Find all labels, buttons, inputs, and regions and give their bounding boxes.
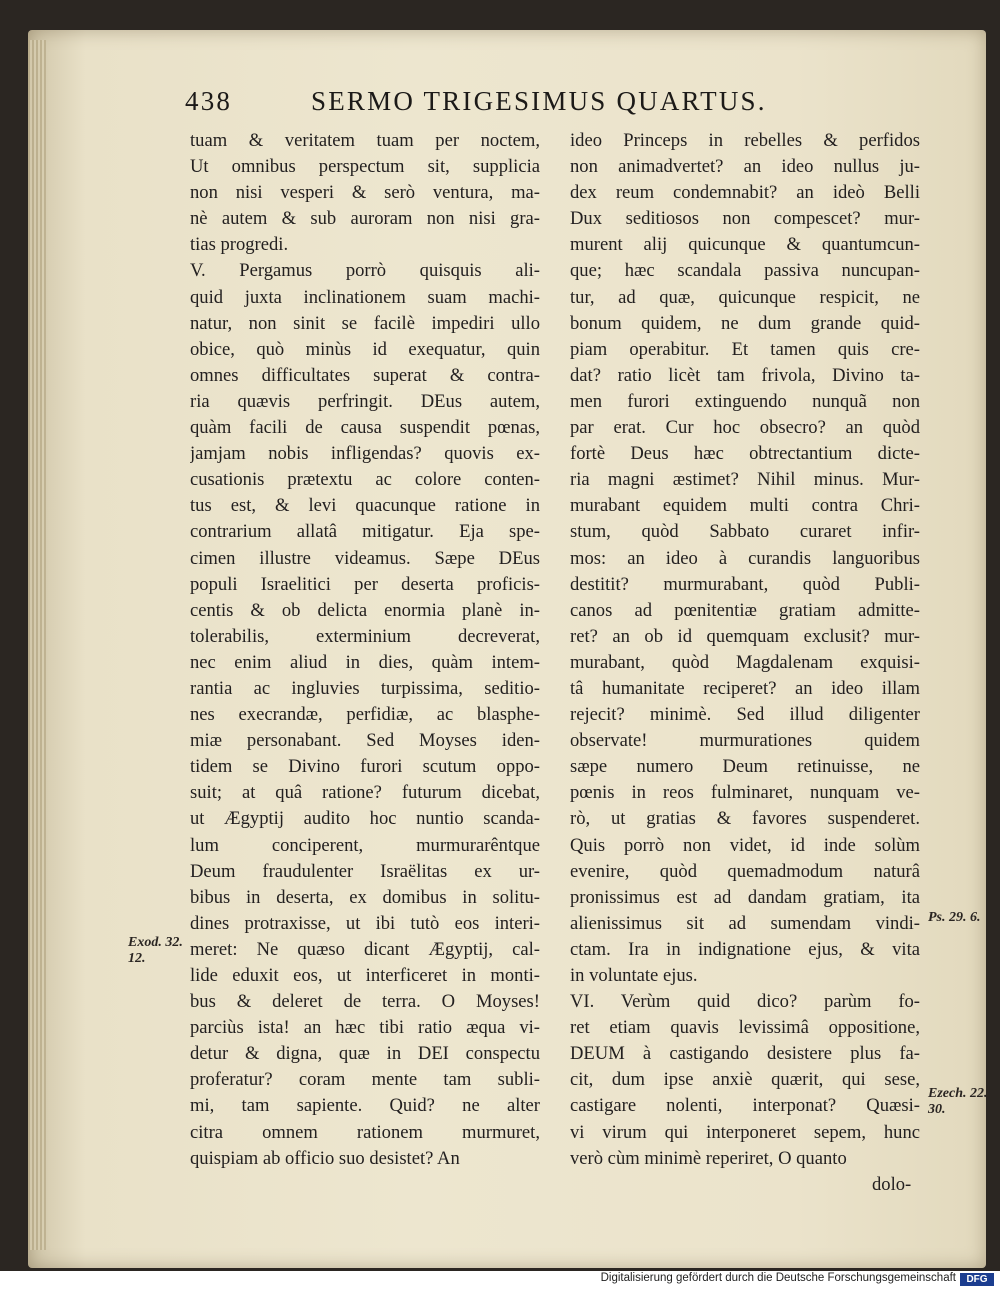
text-line: castigare nolenti, interponat? Quæsi- [570, 1095, 920, 1117]
text-line: natur, non sinit se facilè impediri ullo [190, 312, 540, 334]
text-line: tur, ad quæ, quicunque respicit, ne [570, 286, 920, 308]
text-line: bus & deleret de terra. O Moyses! [190, 991, 540, 1013]
text-line: parciùs ista! an hæc tibi ratio æqua vi- [190, 1017, 540, 1039]
text-line: nes execrandæ, perfidiæ, ac blasphe- [190, 704, 540, 726]
text-line: observate! murmurationes quidem [570, 730, 920, 752]
page-number: 438 [185, 86, 233, 116]
page-edge [28, 40, 46, 1250]
text-line: rejecit? minimè. Sed illud diligenter [570, 704, 920, 726]
footer-bar [0, 1271, 1000, 1289]
text-line: Ut omnibus perspectum sit, supplicia [190, 156, 540, 178]
text-line: cit, dum ipse anxiè quærit, qui sese, [570, 1069, 920, 1091]
text-line: dat? ratio licèt tam frivola, Divino ta- [570, 364, 920, 386]
text-line: suit; at quâ ratione? futurum dicebat, [190, 782, 540, 804]
text-line: citra omnem rationem murmuret, [190, 1121, 540, 1143]
catchword: dolo- [872, 1174, 912, 1195]
text-line: tus est, & levi quacunque ratione in [190, 495, 540, 517]
text-line: tolerabilis, exterminium decreverat, [190, 625, 540, 647]
text-line: quàm facili de causa suspendit pœnas, [190, 417, 540, 439]
text-line: pronissimus est ad dandam gratiam, ita [570, 886, 920, 908]
footer-credit: Digitalisierung gefördert durch die Deutsche Forschungsgemeinschaft [600, 1272, 956, 1284]
text-line: dex reum condemnabit? an ideò Belli [570, 182, 920, 204]
text-line: populi Israelitici per deserta proficis- [190, 573, 540, 595]
text-line: bibus in deserta, ex domibus in solitu- [190, 886, 540, 908]
text-line: omnes difficultates superat & contra- [190, 364, 540, 386]
text-line: fortè Deus hæc obtrectantium dicte- [570, 443, 920, 465]
running-header [185, 86, 800, 122]
text-line: bonum quidem, ne dum grande quid- [570, 312, 920, 334]
text-line: par erat. Cur hoc obsecro? an quòd [570, 417, 920, 439]
text-line: V. Pergamus porrò quisquis ali- [190, 260, 540, 282]
text-line: VI. Verùm quid dico? parùm fo- [570, 991, 920, 1013]
text-line: tias progredi. [190, 234, 289, 256]
text-line: ctam. Ira in indignatione ejus, & vita [570, 938, 920, 960]
text-line: detur & digna, quæ in DEI conspectu [190, 1043, 540, 1065]
text-line: piam operabitur. Et tamen quis cre- [570, 338, 920, 360]
text-line: tidem se Divino furori scutum oppo- [190, 756, 540, 778]
text-line: nec enim aliud in dies, quàm intem- [190, 651, 540, 673]
text-line: quispiam ab officio suo desistet? An [190, 1147, 460, 1169]
text-line: jamjam nobis infligendas? quovis ex- [190, 443, 540, 465]
text-line: contrarium allatâ mitigatur. Eja spe- [190, 521, 540, 543]
text-line: centis & ob delicta enormia planè in- [190, 599, 540, 621]
text-line: proferatur? coram mente tam subli- [190, 1069, 540, 1091]
running-title: SERMO TRIGESIMUS QUARTUS. [311, 86, 767, 116]
text-line: sæpe numero Deum retinuisse, ne [570, 756, 920, 778]
text-line: verò cùm minimè reperiret, O quanto [570, 1147, 847, 1169]
text-line: ret? an ob id quemquam exclusit? mur- [570, 625, 920, 647]
text-line: vi virum qui interponeret sepem, hunc [570, 1121, 920, 1143]
text-line: evenire, quòd quemadmodum naturâ [570, 860, 920, 882]
text-line: que; hæc scandala passiva nuncupan- [570, 260, 920, 282]
text-line: Dux seditiosos non compescet? mur- [570, 208, 920, 230]
text-line: in voluntate ejus. [570, 965, 698, 986]
text-line: ret etiam quavis levissimâ oppositione, [570, 1017, 920, 1039]
text-line: destitit? murmurabant, quòd Publi- [570, 573, 920, 595]
text-line: dines protraxisse, ut ibi tutò eos interi- [190, 912, 540, 934]
text-line: quid juxta inclinationem suam machi- [190, 286, 540, 308]
text-line: cusationis prætextu ac colore conten- [190, 469, 540, 491]
margin-note-ezechiel: Ezech. 22. 30. [928, 1086, 988, 1117]
text-line: ria quævis perfringit. DEus autem, [190, 390, 540, 412]
text-line: murabant equidem multi contra Chri- [570, 495, 920, 517]
left-text-column [190, 128, 540, 1172]
text-line: non nisi vesperi & serò ventura, ma- [190, 182, 540, 204]
text-line: men furori extinguendo nunquã non [570, 390, 920, 412]
dfg-logo: DFG [960, 1273, 994, 1286]
text-line: pœnis in reos fulminaret, nunquam ve- [570, 782, 920, 804]
text-line: cimen illustre videamus. Sæpe DEus [190, 547, 540, 569]
text-line: murent alij quicunque & quantumcun- [570, 234, 920, 256]
text-line: DEUM à castigando desistere plus fa- [570, 1043, 920, 1065]
text-line: mi, tam sapiente. Quid? ne alter [190, 1095, 540, 1117]
right-text-column [570, 128, 920, 1172]
text-line: tâ humanitate reciperet? an ideo illam [570, 677, 920, 699]
text-line: lum conciperent, murmurarêntque [190, 834, 540, 856]
text-line: Deum fraudulenter Israëlitas ex ur- [190, 860, 540, 882]
text-line: nè autem & sub auroram non nisi gra- [190, 208, 540, 230]
text-line: mos: an ideo à curandis languoribus [570, 547, 920, 569]
text-line: non animadvertet? an ideo nullus ju- [570, 156, 920, 178]
text-line: tuam & veritatem tuam per noctem, [190, 130, 540, 151]
text-line: ut Ægyptij audito hoc nuntio scanda- [190, 808, 540, 830]
text-line: meret: Ne quæso dicant Ægyptij, cal- [190, 938, 540, 960]
text-line: lide eduxit eos, ut interficeret in monti- [190, 965, 540, 986]
text-line: miæ personabant. Sed Moyses iden- [190, 730, 540, 752]
text-line: murabant, quòd Magdalenam exquisi- [570, 651, 920, 673]
text-line: ria magni æstimet? Nihil minus. Mur- [570, 469, 920, 491]
text-line: canos ad pœnitentiæ gratiam admitte- [570, 599, 920, 621]
text-line: rò, ut gratias & favores suspenderet. [570, 808, 920, 830]
text-line: alienissimus sit ad sumendam vindi- [570, 912, 920, 934]
text-line: ideo Princeps in rebelles & perfidos [570, 130, 920, 151]
text-line: rantia ac ingluvies turpissima, seditio- [190, 677, 540, 699]
text-line: stum, quòd Sabbato curaret infir- [570, 521, 920, 543]
text-line: Quis porrò non videt, id inde solùm [570, 834, 920, 856]
margin-note-exodus: Exod. 32. 12. [128, 935, 183, 966]
text-line: obice, quò minùs id exequatur, quin [190, 338, 540, 360]
margin-note-psalm: Ps. 29. 6. [928, 910, 981, 925]
